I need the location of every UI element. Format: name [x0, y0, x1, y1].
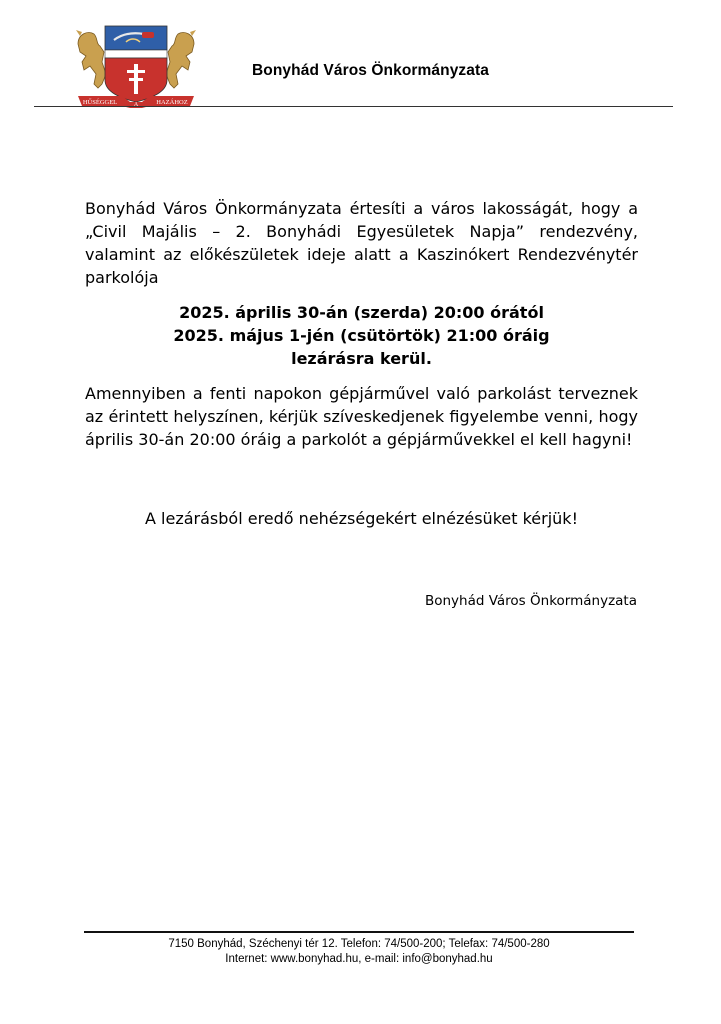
- coat-of-arms-logo: [72, 22, 200, 108]
- footer-divider: [84, 931, 634, 933]
- footer-contact-line: Internet: www.bonyhad.hu, e-mail: info@bonyhad.hu: [225, 953, 493, 965]
- organization-title: Bonyhád Város Önkormányzata: [252, 62, 489, 79]
- motto-left-text: HŰSÉGGEL: [82, 99, 118, 106]
- footer: [84, 937, 634, 967]
- signature: Bonyhád Város Önkormányzata: [424, 593, 637, 609]
- footer-address-line: 7150 Bonyhád, Széchenyi tér 12. Telefon: 74/500-200; Telefax: 74/500-280: [168, 938, 550, 950]
- closure-to-line: 2025. május 1-jén (csütörtök) 21:00 óráig: [173, 326, 550, 345]
- parking-advice-paragraph: Amennyiben a fenti napokon gépjárművel való parkolást terveznek az érintett helyszínen, kérjük szíveskedjenek figyelembe venni, hogy április 30-án 20:00 óráig a parkolót a gépjárművekkel el kell hagyni!: [85, 384, 638, 449]
- apology-text: A lezárásból eredő nehézségekért elnézésüket kérjük!: [145, 509, 578, 528]
- closure-period: [85, 301, 638, 370]
- header-divider: [34, 106, 673, 107]
- motto-center-text: A: [133, 102, 139, 108]
- notice-intro-paragraph: Bonyhád Város Önkormányzata értesíti a város lakosságát, hogy a „Civil Majális – 2. Bonyhádi Egyesületek Napja” rendezvény, valamint az előkészületek ideje alatt a Kaszinókert Rendezvénytér parkolója: [85, 199, 638, 287]
- motto-right-text: HAZÁHOZ: [156, 99, 188, 106]
- closure-from-line: 2025. április 30-án (szerda) 20:00 órától: [179, 303, 544, 322]
- closure-end-line: lezárásra kerül.: [291, 349, 432, 368]
